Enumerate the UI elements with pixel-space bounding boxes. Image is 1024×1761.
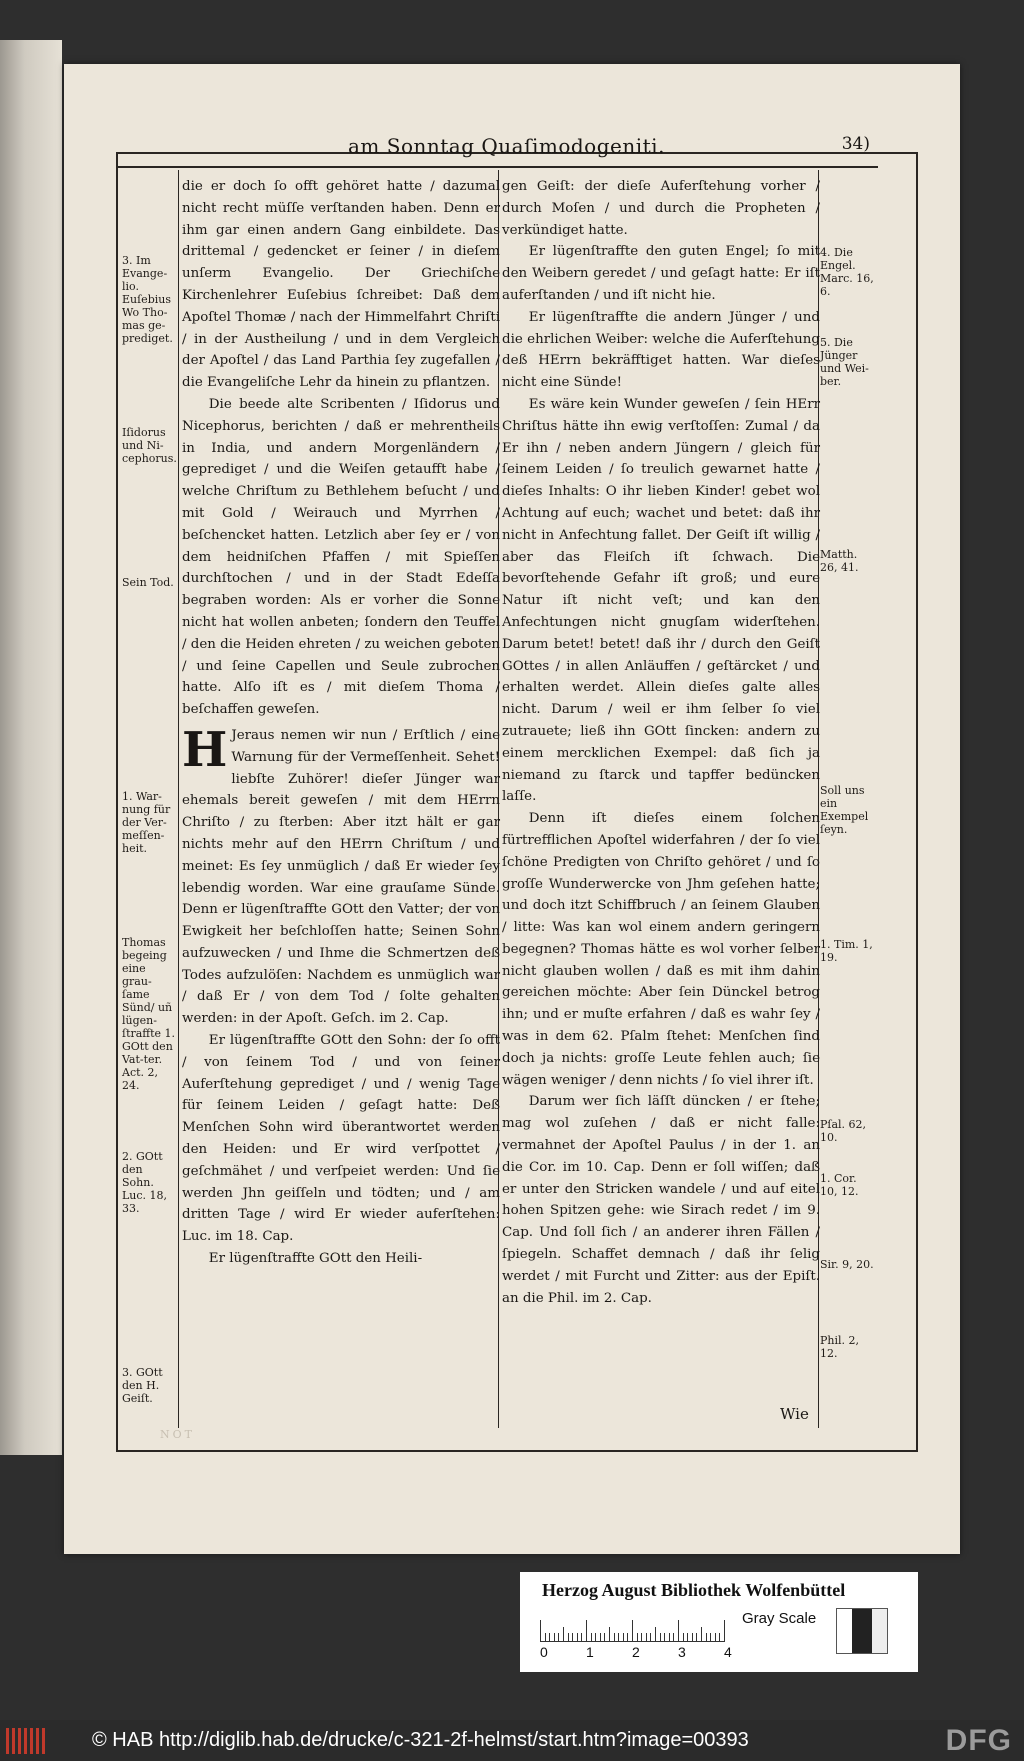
- ruler-tick: [632, 1620, 633, 1642]
- ruler-tick: [572, 1633, 573, 1642]
- ruler-tick: [664, 1633, 665, 1642]
- margin-note-right: Phil. 2, 12.: [820, 1334, 860, 1360]
- paragraph: Es wäre kein Wunder geweſen / ſein HErr Chriſtus hätte ihn ewig verſtoſſen: Zumal / da Er ihn / neben andern Jüngern / gleich für ſeinem Leiden / ſo treulich gewarnet hatte / dieſes Inhalts: O ihr lieben Kinder! gebet wol Achtung auf euch; wachet und betet: daß ihr nicht in Anfechtung fallet. Der Geiſt iſt willig / aber das Fleiſch iſt ſchwach. Die bevorſtehende Gefahr iſt groß; und eure Natur iſt nicht veſt; und kan den Anfechtungen nicht gnugſam widerſtehen. Darum betet! betet! daß ihr / durch den Geiſt GOttes / in allen Anläuffen / geſtärcket / und erhalten werdet. Allein dieſes galte alles nicht. Darum / weil er ihm ſelber ſo viel zutrauete; ließ ihn GOtt ſincken: andern zu einem mercklichen Exempel: daß ſich ja niemand zu ſtarck und tapffer bedüncken laſſe.: [502, 396, 820, 805]
- margin-note-right: 5. Die Jünger und Wei-ber.: [820, 336, 869, 388]
- ruler-tick: [591, 1633, 592, 1642]
- header-rule: [118, 166, 878, 168]
- ruler-tick: [609, 1627, 610, 1642]
- ruler-tick: [719, 1633, 720, 1642]
- drop-capital: H: [182, 721, 228, 778]
- ruler-tick: [581, 1633, 582, 1642]
- paragraph-with-initial: H Jeraus nemen wir nun / Erſtlich / eine Warnung für der Vermeſſenheit. Sehet! liebſte Zuhörer! dieſer Jünger war ehemals bereit geweſen / mit dem HErrn Chriſto / zu ſterben: Aber itzt hält er gar nichts mehr auf den HErrn Chriſtum / und meinet: Es ſey unmüglich / daß Er wieder ſey lebendig worden. War eine grauſame Sünde. Denn er lügenſtraffte GOtt den Vatter; der von Ewigkeit her beſchloſſen hatte; Seinen Sohn aufzuwecken / und Ihme die Schmertzen deß Todes aufzulöſen: Nachdem es unmüglich war / daß Er / von dem Tod / ſolte gehalten werden: in der Apoſt. Geſch. im 2. Cap.: [182, 721, 500, 1027]
- library-name: Herzog August Bibliothek Wolfenbüttel: [542, 1580, 846, 1600]
- ruler-tick: [696, 1633, 697, 1642]
- paragraph: Er lügenſtraffte den guten Engel; ſo mit den Weibern geredet / und geſagt hatte: Er iſt auferſtanden / und iſt nicht hie.: [502, 244, 820, 303]
- ruler-tick: [678, 1620, 679, 1642]
- ruler-tick: [637, 1633, 638, 1642]
- ruler-tick: [724, 1620, 725, 1642]
- page-number: 34): [841, 134, 870, 154]
- ruler-tick: [604, 1633, 605, 1642]
- catchword: Wie: [780, 1405, 809, 1423]
- gray-scale-label: Gray Scale: [742, 1610, 817, 1627]
- ruler-tick: [683, 1633, 684, 1642]
- ruler-tick: [563, 1627, 564, 1642]
- ruler-tick: [614, 1633, 615, 1642]
- running-head: am Sonntag Quaſimodogeniti.: [348, 134, 665, 158]
- ruler-tick: [627, 1633, 628, 1642]
- paragraph: Er lügenſtraffte GOtt den Sohn: der ſo offt / von ſeinem Tod / und von ſeiner Auferſtehung geprediget / und / wenig Tage für ſeinem Leiden / geſagt hatte: Deß Menſchen Sohn wird überantwortet werden den Heiden: und Er wird verſpottet / geſchmähet / und verſpeiet werden: Und ſie werden Jhn geiſſeln und tödten; und / am dritten Tage / wird Er wieder auferſtehen: Luc. im 18. Cap.: [182, 1033, 500, 1245]
- ruler-tick: [600, 1633, 601, 1642]
- margin-note-left: Sein Tod.: [122, 576, 174, 589]
- ruler-tick: [586, 1620, 587, 1642]
- dfg-logo: DFG: [945, 1724, 1012, 1757]
- ruler-tick: [554, 1633, 555, 1642]
- margin-note-right: Matth. 26, 41.: [820, 548, 859, 574]
- paragraph: gen Geiſt: der dieſe Auferſtehung vorher / durch Moſen / und durch die Propheten / verkündiget hatte.: [502, 179, 820, 238]
- ruler-tick: [710, 1633, 711, 1642]
- ruler-tick: [669, 1633, 670, 1642]
- ruler-tick: [558, 1633, 559, 1642]
- margin-note-left: 2. GOtt den Sohn. Luc. 18, 33.: [122, 1150, 168, 1215]
- margin-note-right: Pſal. 62, 10.: [820, 1118, 867, 1144]
- margin-note-left: Thomas begeing eine grau-ſame Sünd/ uñ lügen-ſtraffte 1. GOtt den Vat-ter. Act. 2, 24.: [122, 936, 176, 1092]
- viewer-footer: [0, 1720, 1024, 1761]
- ruler-number: 0: [540, 1644, 548, 1660]
- ruler-tick: [655, 1627, 656, 1642]
- ruler-tick: [540, 1620, 541, 1642]
- ruler-tick: [641, 1633, 642, 1642]
- ruler-tick: [568, 1633, 569, 1642]
- paragraph: Denn iſt dieſes einem ſolchen fürtrefflichen Apoſtel widerfahren / der ſo viel ſchöne Predigten von Chriſto gehöret / und ſo groſſe Wunderwercke von Jhm geſehen hatte; und doch itzt Schiffbruch / an ſeinem Glauben / litte: Was kan wol einem andern geringern begegnen? Thomas hätte es wol vorher ſelber nicht glauben wollen / daß es mit ihm dahin gereichen möchte: Aber ſein Dünckel betrog ihn; und er muſte erfahren / daß es wahr ſey / was in dem 62. Pſalm ſtehet: Menſchen ſind doch ja nichts: groſſe Leute fehlen auch; ſie wägen weniger / denn nichts / ſo viel ihrer iſt.: [502, 811, 820, 1088]
- ruler-number: 3: [678, 1644, 686, 1660]
- margin-note-left: 3. GOtt den H. Geiſt.: [122, 1366, 163, 1405]
- ruler-tick: [549, 1633, 550, 1642]
- scale-ruler: [540, 1612, 725, 1642]
- margin-note-right: Sir. 9, 20.: [820, 1258, 874, 1271]
- page-header: [118, 128, 878, 168]
- text-column-right: [502, 176, 820, 1309]
- ruler-tick: [623, 1633, 624, 1642]
- margin-note-right: 1. Cor. 10, 12.: [820, 1172, 859, 1198]
- ruler-tick: [701, 1627, 702, 1642]
- ruler-tick: [577, 1633, 578, 1642]
- column-rule-left: [178, 170, 179, 1428]
- source-url[interactable]: © HAB http://diglib.hab.de/drucke/c-321-2f-helmst/start.htm?image=00393: [92, 1729, 749, 1751]
- library-color-card: [520, 1572, 918, 1672]
- ruler-tick: [692, 1633, 693, 1642]
- margin-note-left: 1. War-nung für der Ver-meſſen-heit.: [122, 790, 171, 855]
- paragraph: Er lügenſtraffte GOtt den Heili-: [208, 1251, 423, 1267]
- ruler-tick: [706, 1633, 707, 1642]
- margin-note-right: 4. Die Engel. Marc. 16, 6.: [820, 246, 874, 298]
- ruler-number: 1: [586, 1644, 594, 1660]
- ruler-tick: [545, 1633, 546, 1642]
- margin-note-right: 1. Tim. 1, 19.: [820, 938, 873, 964]
- ruler-tick: [646, 1633, 647, 1642]
- ruler-number: 4: [724, 1644, 732, 1660]
- hab-logo-icon: [6, 1728, 48, 1754]
- paragraph: die er doch ſo offt gehöret hatte / dazumal nicht recht müſſe verſtanden haben. Denn er ihm gar einen andern Gang einbildete. Das drittemal / gedencket er ſeiner / in dieſem unſerm Evangelio. Der Griechiſche Kirchenlehrer Euſebius ſchreibet: Daß dem Apoſtel Thomæ / nach der Himmelfahrt Chriſti / in der Austheilung / und in dem Vergleich der Apoſtel / das Land Parthia ſey zugefallen / die Evangeliſche Lehr da hinein zu pflantzen.: [182, 179, 500, 391]
- ruler-tick: [595, 1633, 596, 1642]
- facing-page-edge: [0, 40, 62, 1455]
- ruler-tick: [618, 1633, 619, 1642]
- faded-mark: NOT: [160, 1428, 195, 1441]
- gray-scale-swatch: [836, 1608, 888, 1654]
- margin-note-left: Iſidorus und Ni-cephorus.: [122, 426, 177, 465]
- paragraph: Darum wer ſich läſſt düncken / er ſtehe; mag wol zuſehen / daß er nicht falle: vermahnet der Apoſtel Paulus / in der 1. an die Cor. im 10. Cap. Denn er ſoll wiſſen; daß er unter den Stricken wandele / und auf eitel hohen Spitzen gehe: wie Sirach redet / im 9. Cap. Und ſoll ſich / an anderer ihren Fällen / ſpiegeln. Schaffet demnach / daß ihr ſelig werdet / mit Furcht und Zitter: aus der Epiſt. an die Phil. im 2. Cap.: [502, 1094, 820, 1306]
- ruler-tick: [673, 1633, 674, 1642]
- margin-note-left: 3. Im Evange-lio. Euſebius Wo Tho-mas ge-prediget.: [122, 254, 173, 345]
- ruler-tick: [650, 1633, 651, 1642]
- ruler-tick: [660, 1633, 661, 1642]
- text-column-left: [182, 176, 500, 1270]
- ruler-number: 2: [632, 1644, 640, 1660]
- margin-note-right: Soll uns ein Exempel ſeyn.: [820, 784, 869, 836]
- ruler-tick: [687, 1633, 688, 1642]
- ruler-tick: [715, 1633, 716, 1642]
- paragraph: Er lügenſtraffte die andern Jünger / und die ehrlichen Weiber: welche die Auferſtehung deß HErrn bekräfftiget hatten. War dieſes nicht eine Sünde!: [502, 309, 820, 391]
- paragraph: Die beede alte Scribenten / Iſidorus und Nicephorus, berichten / daß er mehrentheils in India, und andern Morgenländern / geprediget / und die Weiſen getaufft habe / welche Chriſtum zu Bethlehem beſucht / und mit Gold / Weirauch und Myrrhen / beſchencket hatten. Letzlich aber ſey er / von dem heidniſchen Pfaffen / mit Spieſſen durchſtochen / und in der Stadt Edeſſa begraben worden: Als er vorher die Sonne nicht hat wollen anbeten; ſondern den Teuffel / den die Heiden ehreten / zu weichen geboten / und ſeine Capellen und Seule zubrochen hatte. Alſo iſt es / mit dieſem Thoma / beſchaffen geweſen.: [182, 396, 500, 718]
